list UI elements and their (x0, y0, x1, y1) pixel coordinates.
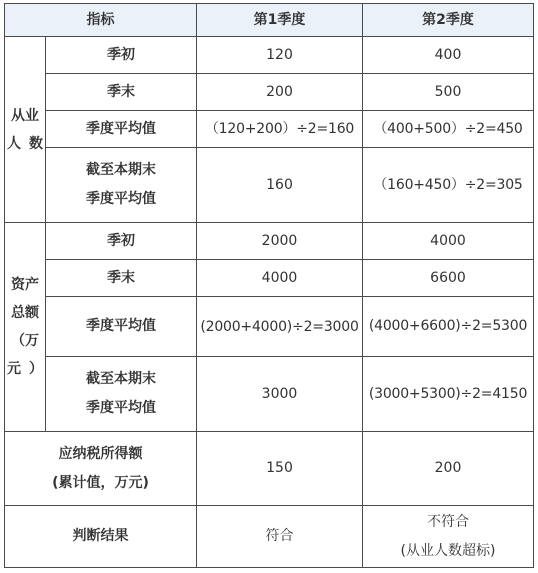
table-row (5, 223, 534, 260)
cell-q2: (3000+5300)÷2=4150 (363, 357, 534, 432)
row-label-line1: 截至本期末 (86, 371, 156, 387)
row-label-result: 判断结果 (5, 506, 197, 568)
group-label-employees-text: 从业人数 (7, 107, 43, 152)
table-header-row (5, 4, 534, 37)
cell-q2: 400 (363, 37, 534, 74)
row-label: 季初 (46, 223, 197, 260)
cell-q1: 4000 (197, 260, 363, 297)
cell-q2: (4000+6600)÷2=5300 (363, 297, 534, 357)
row-label-taxable-income (5, 432, 197, 506)
group-label-assets (5, 223, 46, 432)
row-label: 季末 (46, 74, 197, 111)
cell-q1 (197, 297, 363, 357)
table-row (5, 357, 534, 432)
result-q2-line1: 不符合 (427, 513, 469, 530)
row-label-line1: 截至本期末 (86, 162, 156, 178)
cell-q1: 150 (197, 432, 363, 506)
table-row (5, 37, 534, 74)
table-row (5, 111, 534, 148)
row-label-line2: 季度平均值 (86, 191, 156, 207)
table-row (5, 148, 534, 223)
group-label-assets-text: 资产总额（万元） (7, 277, 43, 377)
table-row (5, 74, 534, 111)
taxable-income-label-line2: (累计值，万元) (52, 474, 149, 491)
cell-q2: 4000 (363, 223, 534, 260)
cell-q1: 3000 (197, 357, 363, 432)
cell-q1: （120+200）÷2=160 (197, 111, 363, 148)
cell-q2: 500 (363, 74, 534, 111)
row-label (46, 148, 197, 223)
cell-q2 (363, 506, 534, 568)
row-label: 季初 (46, 37, 197, 74)
cell-q1: 200 (197, 74, 363, 111)
row-label-line2: 季度平均值 (86, 400, 156, 416)
qualification-table (4, 3, 534, 568)
cell-q2: （400+500）÷2=450 (363, 111, 534, 148)
result-q2-line2: (从业人数超标) (400, 542, 496, 559)
row-label: 季度平均值 (46, 297, 197, 357)
cell-q1: 2000 (197, 223, 363, 260)
cell-q1-text: (2000+4000)÷2=3000 (200, 318, 359, 335)
table-row (5, 506, 534, 568)
table-row (5, 260, 534, 297)
row-label: 季末 (46, 260, 197, 297)
cell-q2: （160+450）÷2=305 (363, 148, 534, 223)
row-label: 季度平均值 (46, 111, 197, 148)
header-indicator: 指标 (5, 4, 197, 37)
taxable-income-label-line1: 应纳税所得额 (58, 445, 143, 462)
table-row (5, 297, 534, 357)
cell-q1: 120 (197, 37, 363, 74)
header-q2: 第2季度 (363, 4, 534, 37)
cell-q2: 200 (363, 432, 534, 506)
group-label-employees (5, 37, 46, 223)
header-q1: 第1季度 (197, 4, 363, 37)
row-label (46, 357, 197, 432)
cell-q1: 符合 (197, 506, 363, 568)
table-row (5, 432, 534, 506)
cell-q2: 6600 (363, 260, 534, 297)
cell-q1: 160 (197, 148, 363, 223)
